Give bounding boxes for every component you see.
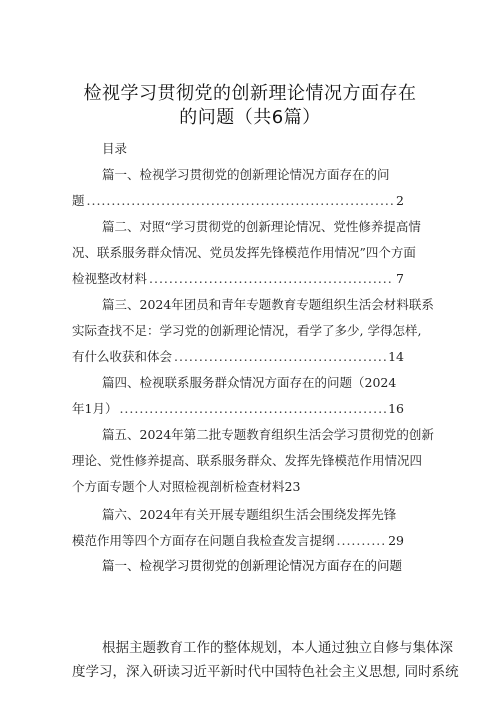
toc-entry-4-last: 年1月）	[72, 401, 118, 416]
dot-leader	[87, 192, 395, 210]
toc-entry-3-line-1: 篇三、2024年团员和青年专题教育专题组织生活会材料联系	[102, 297, 434, 312]
toc-entry-5-line-3[interactable]: 个方面专题个人对照检视剖析检查材料23	[72, 479, 301, 494]
toc-entry-6-page: 29	[388, 533, 404, 548]
dot-leader	[174, 348, 386, 366]
toc-entry-2-line-1: 篇二、对照“学习贯彻党的创新理论情况、党性修养提高情	[102, 219, 421, 234]
toc-entry-2-leader[interactable]	[72, 270, 404, 288]
body-paragraph-line-1: 根据主题教育工作的整体规划，本人通过独立自修与集体深	[102, 640, 453, 656]
toc-entry-4-page: 16	[388, 401, 404, 416]
document-title-line-1: 检视学习贯彻党的创新理论情况方面存在	[83, 83, 417, 104]
toc-entry-6-leader[interactable]	[72, 532, 404, 550]
toc-entry-5-line-2: 理论、党性修养提高、联系服务群众、发挥先锋模范作用情况四	[72, 453, 423, 468]
toc-entry-3-line-2: 实际查找不足：学习党的创新理论情况，看学了多少, 学得怎样,	[72, 323, 422, 338]
dot-leader	[337, 532, 387, 550]
toc-entry-3-last: 有什么收获和体会	[72, 349, 173, 364]
toc-entry-1-leader[interactable]	[72, 192, 404, 210]
document-title-line-2: 的问题（共6篇）	[179, 107, 321, 128]
dot-leader	[119, 400, 386, 418]
toc-entry-1-page: 2	[396, 193, 404, 208]
body-paragraph-line-2: 度学习，深入研读习近平新时代中国特色社会主义思想, 同时系统	[72, 664, 459, 680]
toc-entry-3-leader[interactable]	[72, 348, 404, 366]
toc-entry-5-line-1: 篇五、2024年第二批专题教育组织生活会学习贯彻党的创新	[102, 427, 434, 442]
toc-label: 目录	[102, 141, 128, 156]
toc-entry-2-line-2: 况、联系服务群众情况、党员发挥先锋模范作用情况”四个方面	[72, 245, 416, 260]
toc-entry-2-last: 检视整改材料	[72, 271, 148, 286]
toc-entry-3-page: 14	[388, 349, 404, 364]
toc-entry-4-leader[interactable]	[72, 400, 404, 418]
toc-entry-4-line-1: 篇四、检视联系服务群众情况方面存在的问题（2024	[102, 375, 397, 390]
toc-entry-2-page: 7	[396, 271, 404, 286]
section-heading: 篇一、检视学习贯彻党的创新理论情况方面存在的问题	[102, 558, 403, 573]
toc-entry-6-line-1: 篇六、2024年有关开展专题组织生活会围绕发挥先锋	[102, 507, 397, 522]
toc-entry-6-last: 模范作用等四个方面存在问题自我检查发言提纲	[72, 533, 335, 548]
toc-entry-1-line-1: 篇一、检视学习贯彻党的创新理论情况方面存在的问	[102, 167, 390, 182]
dot-leader	[149, 270, 394, 288]
toc-entry-1-last: 题	[72, 193, 85, 208]
